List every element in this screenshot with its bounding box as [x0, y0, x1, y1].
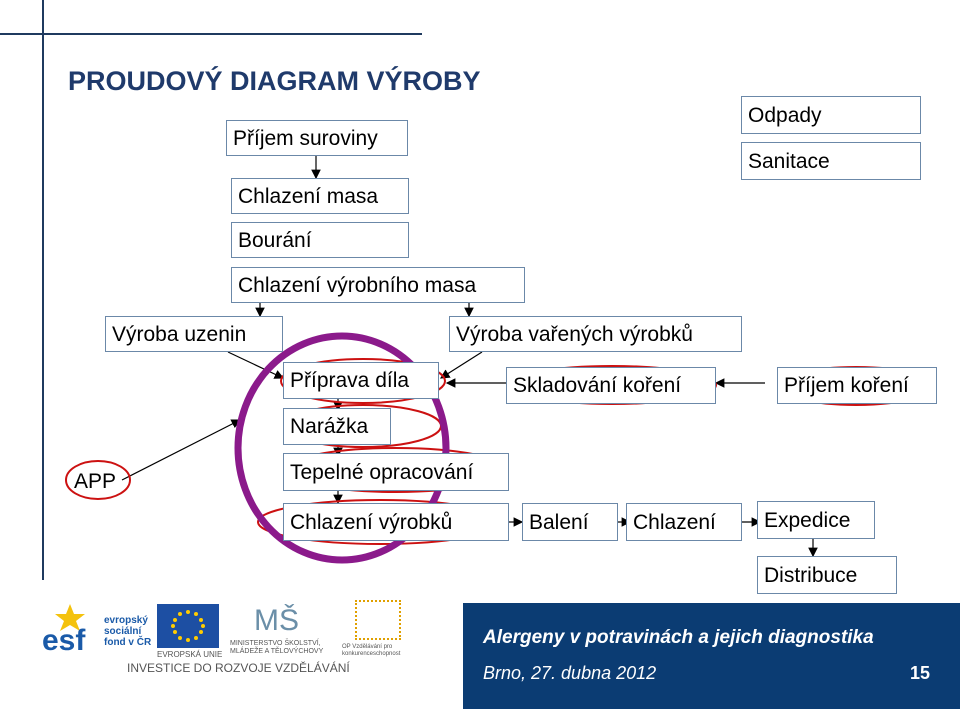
node-skladovani-koreni: Skladování koření	[506, 367, 716, 404]
page-title: PROUDOVÝ DIAGRAM VÝROBY	[68, 66, 481, 96]
eu-flag	[157, 604, 219, 648]
node-chlazeni: Chlazení	[626, 503, 742, 541]
node-narazka: Narážka	[283, 408, 391, 445]
node-bourani: Bourání	[231, 222, 409, 258]
op-caption: OP Vzdělávání pro konkurenceschopnost	[342, 644, 401, 658]
eu-caption: EVROPSKÁ UNIE	[157, 650, 223, 659]
msmt-logo	[252, 600, 312, 636]
footer-date: Brno, 27. dubna 2012	[483, 663, 657, 683]
node-sanitace: Sanitace	[741, 142, 921, 180]
node-prijem-suroviny: Příjem suroviny	[226, 120, 408, 156]
esf-logo-text: esf	[42, 624, 86, 655]
node-priprava-dila: Příprava díla	[283, 362, 439, 399]
op-logo	[355, 600, 401, 640]
tagline: INVESTICE DO ROZVOJE VZDĚLÁVÁNÍ	[127, 661, 350, 675]
msmt-caption: MINISTERSTVO ŠKOLSTVÍ, MLÁDEŽE A TĚLOVÝCHOVY	[230, 640, 324, 656]
node-odpady: Odpady	[741, 96, 921, 134]
node-prijem-koreni: Příjem koření	[777, 367, 937, 404]
node-tepelne-opracovani: Tepelné opracování	[283, 453, 509, 491]
arrow-varenych-priprava	[441, 352, 482, 378]
arrow-app	[122, 420, 240, 480]
node-chlazeni-masa: Chlazení masa	[231, 178, 409, 214]
esf-logo	[40, 600, 100, 655]
node-expedice: Expedice	[757, 501, 875, 539]
node-app: APP	[74, 470, 117, 493]
footer-title: Alergeny v potravinách a jejich diagnostika	[483, 627, 874, 648]
node-distribuce: Distribuce	[757, 556, 897, 594]
page-number: 15	[909, 663, 930, 683]
node-baleni: Balení	[522, 503, 618, 541]
esf-caption: evropský sociální fond v ČR	[104, 615, 152, 648]
node-chlazeni-vyrobku: Chlazení výrobků	[283, 503, 509, 541]
node-chlazeni-vyrobniho-masa: Chlazení výrobního masa	[231, 267, 525, 303]
footer-panel	[463, 603, 960, 709]
node-vyroba-varenych: Výroba vařených výrobků	[449, 316, 742, 352]
node-vyroba-uzenin: Výroba uzenin	[105, 316, 283, 352]
svg-text:MŠ: MŠ	[254, 604, 299, 636]
